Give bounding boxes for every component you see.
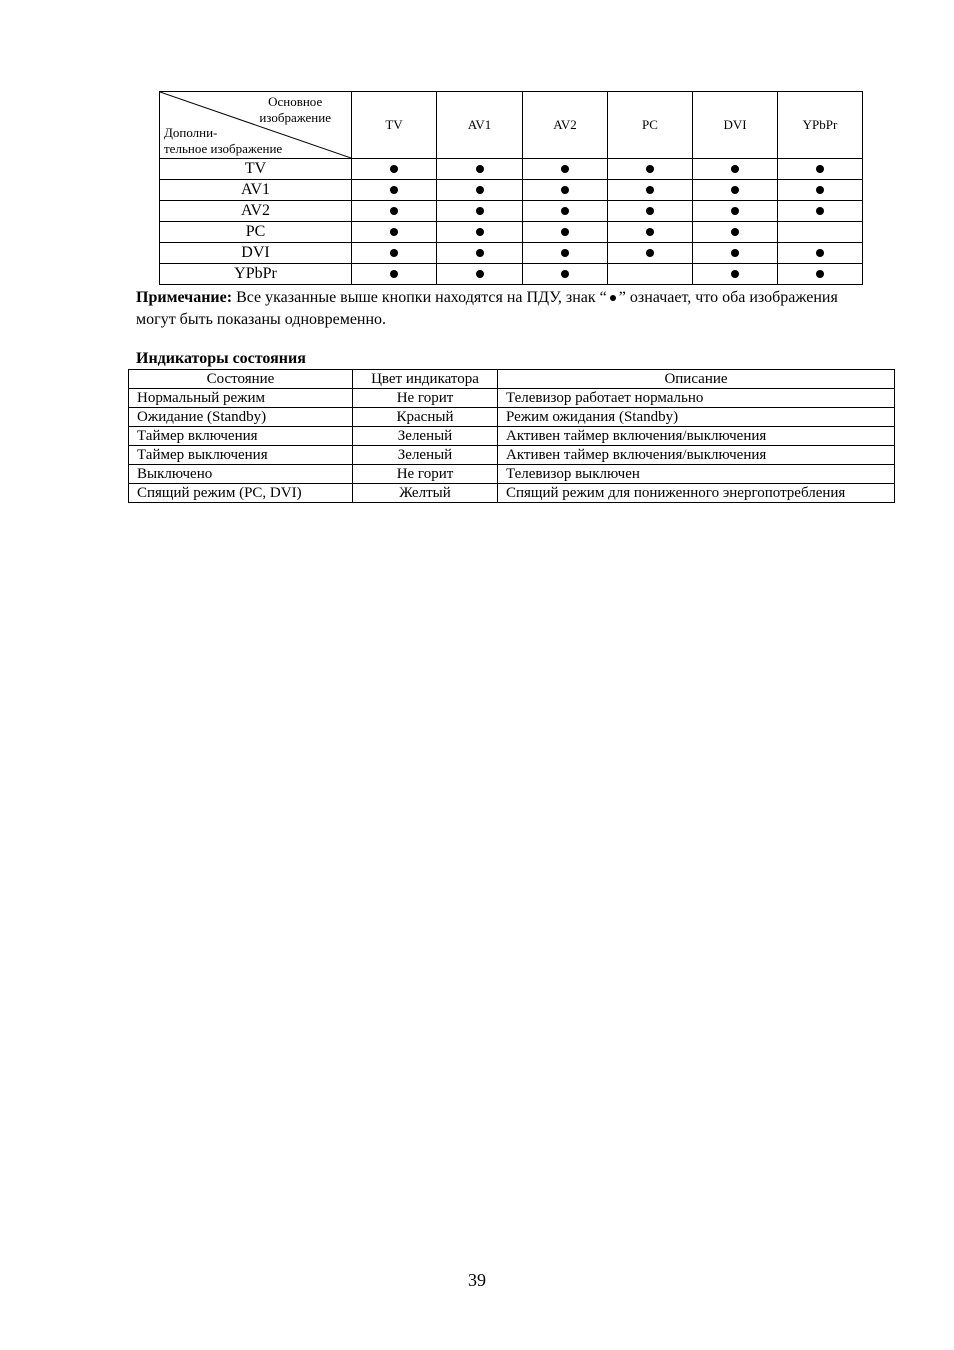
status-row	[129, 408, 895, 427]
pip-cell	[608, 180, 693, 201]
pip-cell	[352, 201, 437, 222]
pip-row-label: DVI	[160, 243, 352, 264]
pip-row	[160, 222, 863, 243]
pip-column-header: AV2	[523, 92, 608, 159]
status-cell: Ожидание (Standby)	[129, 408, 353, 427]
compatible-dot-icon	[390, 270, 398, 278]
status-cell: Нормальный режим	[129, 389, 353, 408]
pip-cell	[523, 159, 608, 180]
status-header-row	[129, 370, 895, 389]
pip-row-label: TV	[160, 159, 352, 180]
pip-cell	[437, 159, 523, 180]
status-row	[129, 465, 895, 484]
status-column-header: Состояние	[129, 370, 353, 389]
pip-column-header: PC	[608, 92, 693, 159]
status-cell: Спящий режим (PC, DVI)	[129, 484, 353, 503]
pip-cell	[352, 222, 437, 243]
note-text-before: Все указанные выше кнопки находятся на ПДУ, знак “	[232, 289, 607, 306]
status-row	[129, 427, 895, 446]
compatible-dot-icon	[646, 249, 654, 257]
pip-cell	[523, 243, 608, 264]
pip-cell	[352, 243, 437, 264]
pip-cell	[608, 243, 693, 264]
compatible-dot-icon	[390, 165, 398, 173]
page-number: 39	[468, 1270, 486, 1290]
description-cell: Телевизор выключен	[498, 465, 895, 484]
sub-image-label-line2: тельное изображение	[164, 141, 283, 156]
status-cell: Выключено	[129, 465, 353, 484]
color-cell: Не горит	[353, 389, 498, 408]
compatible-dot-icon	[816, 186, 824, 194]
description-cell: Спящий режим для пониженного энергопотребления	[498, 484, 895, 503]
compatible-dot-icon	[561, 186, 569, 194]
compatible-dot-icon	[476, 207, 484, 215]
status-row	[129, 484, 895, 503]
pip-row	[160, 243, 863, 264]
status-row	[129, 389, 895, 408]
pip-row-label: YPbPr	[160, 264, 352, 285]
compatible-dot-icon	[476, 165, 484, 173]
pip-cell	[693, 201, 778, 222]
compatible-dot-icon	[561, 249, 569, 257]
compatible-dot-icon	[731, 186, 739, 194]
status-cell: Таймер выключения	[129, 446, 353, 465]
sub-image-label-line1: Дополни-	[164, 125, 218, 140]
color-column-header: Цвет индикатора	[353, 370, 498, 389]
compatible-dot-icon	[816, 165, 824, 173]
compatible-dot-icon	[731, 207, 739, 215]
description-cell: Активен таймер включения/выключения	[498, 446, 895, 465]
description-cell: Телевизор работает нормально	[498, 389, 895, 408]
bullet-dot-icon	[610, 295, 616, 301]
pip-row	[160, 180, 863, 201]
pip-cell	[778, 264, 863, 285]
pip-cell	[778, 243, 863, 264]
compatible-dot-icon	[646, 186, 654, 194]
pip-cell	[608, 159, 693, 180]
pip-cell	[608, 222, 693, 243]
compatible-dot-icon	[646, 165, 654, 173]
compatible-dot-icon	[476, 228, 484, 236]
pip-cell	[693, 222, 778, 243]
pip-cell	[523, 222, 608, 243]
compatible-dot-icon	[390, 207, 398, 215]
compatible-dot-icon	[731, 165, 739, 173]
status-indicators-table	[128, 369, 895, 503]
compatible-dot-icon	[731, 228, 739, 236]
compatible-dot-icon	[390, 228, 398, 236]
description-cell: Активен таймер включения/выключения	[498, 427, 895, 446]
compatible-dot-icon	[561, 270, 569, 278]
color-cell: Зеленый	[353, 446, 498, 465]
pip-cell	[437, 264, 523, 285]
pip-cell	[523, 180, 608, 201]
pip-cell	[608, 201, 693, 222]
compatible-dot-icon	[390, 249, 398, 257]
pip-cell	[778, 222, 863, 243]
status-indicators-heading: Индикаторы состояния	[136, 350, 306, 367]
color-cell: Желтый	[353, 484, 498, 503]
note-text-after: ” означает, что оба изображения могут быть показаны одновременно.	[136, 289, 838, 328]
pip-corner-cell	[160, 92, 352, 159]
pip-cell	[693, 243, 778, 264]
compatible-dot-icon	[561, 207, 569, 215]
compatible-dot-icon	[816, 249, 824, 257]
pip-cell	[778, 201, 863, 222]
pip-cell	[437, 201, 523, 222]
compatible-dot-icon	[816, 207, 824, 215]
pip-cell	[693, 264, 778, 285]
compatible-dot-icon	[561, 228, 569, 236]
pip-header-row	[160, 92, 863, 159]
color-cell: Зеленый	[353, 427, 498, 446]
pip-cell	[693, 180, 778, 201]
status-cell: Таймер включения	[129, 427, 353, 446]
compatible-dot-icon	[390, 186, 398, 194]
compatible-dot-icon	[646, 207, 654, 215]
description-cell: Режим ожидания (Standby)	[498, 408, 895, 427]
pip-cell	[778, 159, 863, 180]
compatible-dot-icon	[561, 165, 569, 173]
pip-cell	[437, 222, 523, 243]
pip-row-label: AV2	[160, 201, 352, 222]
pip-cell	[608, 264, 693, 285]
pip-cell	[523, 201, 608, 222]
color-cell: Не горит	[353, 465, 498, 484]
pip-column-header: YPbPr	[778, 92, 863, 159]
pip-column-header: TV	[352, 92, 437, 159]
pip-cell	[523, 264, 608, 285]
note-paragraph	[136, 287, 856, 331]
pip-column-header: AV1	[437, 92, 523, 159]
compatible-dot-icon	[816, 270, 824, 278]
compatible-dot-icon	[476, 270, 484, 278]
compatible-dot-icon	[731, 249, 739, 257]
compatible-dot-icon	[476, 186, 484, 194]
pip-cell	[437, 243, 523, 264]
compatible-dot-icon	[731, 270, 739, 278]
pip-cell	[352, 159, 437, 180]
pip-cell	[778, 180, 863, 201]
description-column-header: Описание	[498, 370, 895, 389]
pip-cell	[693, 159, 778, 180]
sub-image-label	[164, 125, 282, 157]
pip-row-label: PC	[160, 222, 352, 243]
pip-cell	[352, 264, 437, 285]
pip-row	[160, 201, 863, 222]
main-image-label-line1: Основное	[268, 94, 323, 109]
main-image-label	[259, 94, 331, 126]
pip-row-label: AV1	[160, 180, 352, 201]
pip-column-header: DVI	[693, 92, 778, 159]
pip-row	[160, 264, 863, 285]
status-row	[129, 446, 895, 465]
pip-row	[160, 159, 863, 180]
compatible-dot-icon	[646, 228, 654, 236]
pip-cell	[352, 180, 437, 201]
pip-compatibility-table	[159, 91, 863, 285]
pip-cell	[437, 180, 523, 201]
compatible-dot-icon	[476, 249, 484, 257]
main-image-label-line2: изображение	[259, 110, 331, 125]
color-cell: Красный	[353, 408, 498, 427]
note-label: Примечание:	[136, 289, 233, 306]
